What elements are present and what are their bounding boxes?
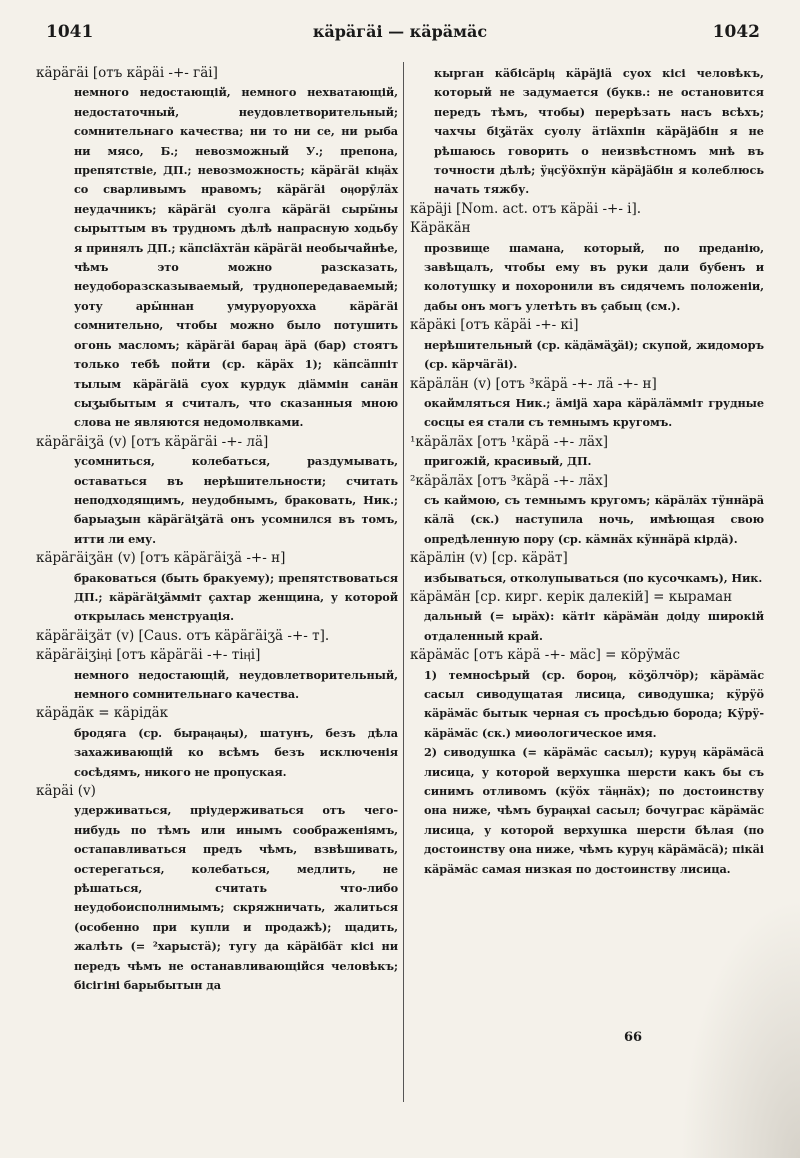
dictionary-entry [410,472,764,550]
entry-headword: кӓрӓкі [отъ кӓрӓі -+- кі] [410,317,579,334]
entry-definition: окаймляться Ник.; ӓміјӓ хара кӓрӓлӓмміт грудные сосцы ея стали съ темнымъ кругомъ. [424,395,764,430]
dictionary-entry [36,64,398,433]
entry-definition: пригожій, красивый, ДП. [424,454,592,469]
dictionary-entry [410,200,764,219]
entry-definition: бродяга (ср. быраӊаӊы), шатунъ, безъ дѣла захаживающій ко всѣмъ безъ исключенія сосѣдямъ, никого не пропуская. [74,725,398,779]
entry-definition: удерживаться, пріудерживаться отъ чего-нибудь по тѣмъ или инымъ соображеніямъ, остапавливаться предъ чѣмъ, взвѣшивать, остерегаться, колебаться, медлить, не рѣшаться, считать что-либо неудобоисполнимымъ; скряжничать, жалиться (особенно при купли и продажѣ); щадить, жалѣть (= ²харыстӓ); тугу да кӓрӓібӓт кісі ни передъ чѣмъ не останавливающійся человѣкъ; бісігіні барыбытын да [74,803,398,993]
entry-definition: браковаться (быть бракуему); препятствоваться ДП.; кӓрӓгӓіӡӓмміт ҫахтар женщина, у которой открылась менструація. [74,570,398,624]
entry-headword: кӓрӓлӓн (v) [отъ ³кӓрӓ -+- лӓ -+- н] [410,375,657,392]
entry-headword: кӓрӓгӓіӡӓн (v) [отъ кӓрӓгӓіӡӓ -+- н] [36,550,286,567]
entry-headword: ²кӓрӓлӓх [отъ ³кӓрӓ -+- лӓх] [410,472,608,489]
entry-definition: прозвище шамана, который, по преданію, завѣщалъ, чтобы ему въ руки дали бубенъ и колотушку и похоронили въ сидячемъ положеніи, дабы онъ могъ улетѣть въ ҫабыц (см.). [424,240,764,313]
left-column [36,64,398,996]
entry-definition: съ каймою, съ темнымъ кругомъ; кӓрӓлӓх тӱннӓрӓ кӓлӓ (ск.) наступила ночь, имѣющая свою опредѣленную пору (ср. кӓмнӓх кӱннӓрӓ кірдӓ). [424,492,764,546]
entry-headword: кӓрӓмӓс [отъ кӓрӓ -+- мӓс] = кӧрӱмӓс [410,647,681,664]
entry-headword: кӓрӓгӓіӡӓ (v) [отъ кӓрӓгӓі -+- лӓ] [36,433,269,450]
entry-headword: кӓрӓі (v) [36,783,96,800]
page-number-right: 1042 [712,22,760,42]
entry-headword: Кӓрӓкӓн [410,220,471,237]
continued-definition: кырган кӓбісӓріӊ кӓрӓјіӓ суох кісі человѣкъ, который не задумается (букв.: не остановится передъ тѣмъ, чтобы) перерѣзать насъ всѣхъ; чахчы біӡӓтӓх суолу ӓтіӓхпін кӓрӓјӓбін я не рѣшаюсь говорить о неизвѣстномъ мнѣ въ точности дѣлѣ; ӱӊсӱӧхпӱн кӓрӓјӓбін я колеблюсь начать тяжбу. [434,66,764,197]
dictionary-entry [410,219,764,316]
dictionary-entry [36,782,398,995]
right-column [410,64,764,879]
dictionary-entry [36,646,398,704]
dictionary-entry [410,549,764,588]
column-divider [403,62,404,1102]
entry-definition: немного недостающій, неудовлетворительный, немного сомнительнаго качества. [74,667,398,701]
entry-definition: усомниться, колебаться, раздумывать, оставаться въ нерѣшительности; считать неподходящимъ, неудобнымъ, браковать, Ник.; барыаӡын кӓрӓгӓіӡӓтӓ онъ усомнился въ томъ, итти ли ему. [74,454,398,546]
entry-headword: кӓрӓгӓіӡіӊі [отъ кӓрӓгӓі -+- тіӊі] [36,647,261,664]
entry-definition: нерѣшительный (ср. кӓдӓмӓӡӓі); скупой, жидоморъ (ср. кӓрчӓгӓі). [424,337,764,372]
entry-headword: кӓрӓмӓн [ср. кирг. керік далекій] = кыраман [410,588,733,605]
entry-headword: кӓрӓјі [Nom. act. отъ кӓрӓі -+- і]. [410,200,642,217]
dictionary-entry [36,433,398,549]
entry-headword: ¹кӓрӓлӓх [отъ ¹кӓрӓ -+- лӓх] [410,433,608,450]
entry-headword: кӓрӓгӓі [отъ кӓрӓі -+- гӓі] [36,65,218,81]
paper-stain [680,898,800,1158]
dictionary-entry [410,433,764,472]
entry-headword: кӓрӓлін (v) [ср. кӓрӓт] [410,550,568,567]
entry-definition: 1) темносѣрый (ср. бороӊ, кӧӡӧлчӧр); кӓрӓмӓс сасыл сиводущатая лисица, сиводушка; кӱрӱӧ кӓрӓмӓс бытык черная съ просѣдью борода; Кӱрӱ-кӓрӓмӓс (ск.) миѳологическое имя. 2) сиводушка (= кӓрӓмӓс сасыл); куруӊ кӓрӓмӓсӓ лисица, у которой верхушка шерсти какъ бы съ синимъ отливомъ (кӱӧх тӓӊнӓх); по достоинству она ниже, чѣмъ бураӊхаі сасыл; бочуграс кӓрӓмӓс лисица, у которой верхушка шерсти бѣлая (по достоинству она ниже, чѣмъ куруӊ кӓрӓмӓсӓ); пікӓі кӓрӓмӓс самая низкая по достоинству лисица. [424,667,764,876]
entry-headword: кӓрӓгӓіӡӓт (v) [Caus. отъ кӓрӓгӓіӡӓ -+- т]. [36,627,330,644]
running-header: кӓрӓгӓі — кӓрӓмӓс [312,22,488,41]
dictionary-entry [36,549,398,627]
entry-headword: кӓрӓдӓк = кӓрідӓк [36,705,169,722]
signature-mark: 66 [624,1030,643,1045]
entry-definition: избываться, отколупываться (по кусочкамъ), Ник. [424,570,763,585]
dictionary-entry [410,588,764,646]
dictionary-entry [410,646,764,879]
dictionary-entry [36,627,398,646]
page-number-left: 1041 [46,22,94,42]
dictionary-entry [410,375,764,433]
dictionary-entry [36,704,398,782]
dictionary-entry [410,316,764,374]
entry-definition: дальный (= ырӓх): кӓтіт кӓрӓмӓн доіду широкій отдаленный край. [424,609,764,643]
entry-definition: немного недостающій, немного нехватающій, недостаточный, неудовлетворительный; сомнительнаго качества; ни то ни се, ни рыба ни мясо, Б.; невозможный У.; препона, препятствіе, ДП.; невозможность; кӓрӓгӓі кіӊӓх со сварливымъ нравомъ; кӓрӓгӓі оӊорӯлӓх неудачникъ; кӓрӓгӓі суолга кӓрӓгӓі сырӹны сырыттым въ трудномъ дѣлѣ напрасную ходьбу я принялъ ДП.; кӓпсіӓхтӓн кӓрӓгӓі необычайнѣе, чѣмъ это можно разсказать, неудобоpазсказываемый, труднопередаваемый; уоту арӹннан умуруоруохха кӓрӓгӓі сомнительно, чтобы можно было потушить огонь масломъ; кӓрӓгӓі бараӊ ӓрӓ (бар) стоятъ только тебѣ пойти (ср. кӓрӓх 1); кӓпсӓппіт тылым кӓрӓгӓіӓ суох курдук діӓммін санӓн сыӡыбытым я считалъ, что сказанныя мною слова не являются недомолвками. [74,85,398,430]
